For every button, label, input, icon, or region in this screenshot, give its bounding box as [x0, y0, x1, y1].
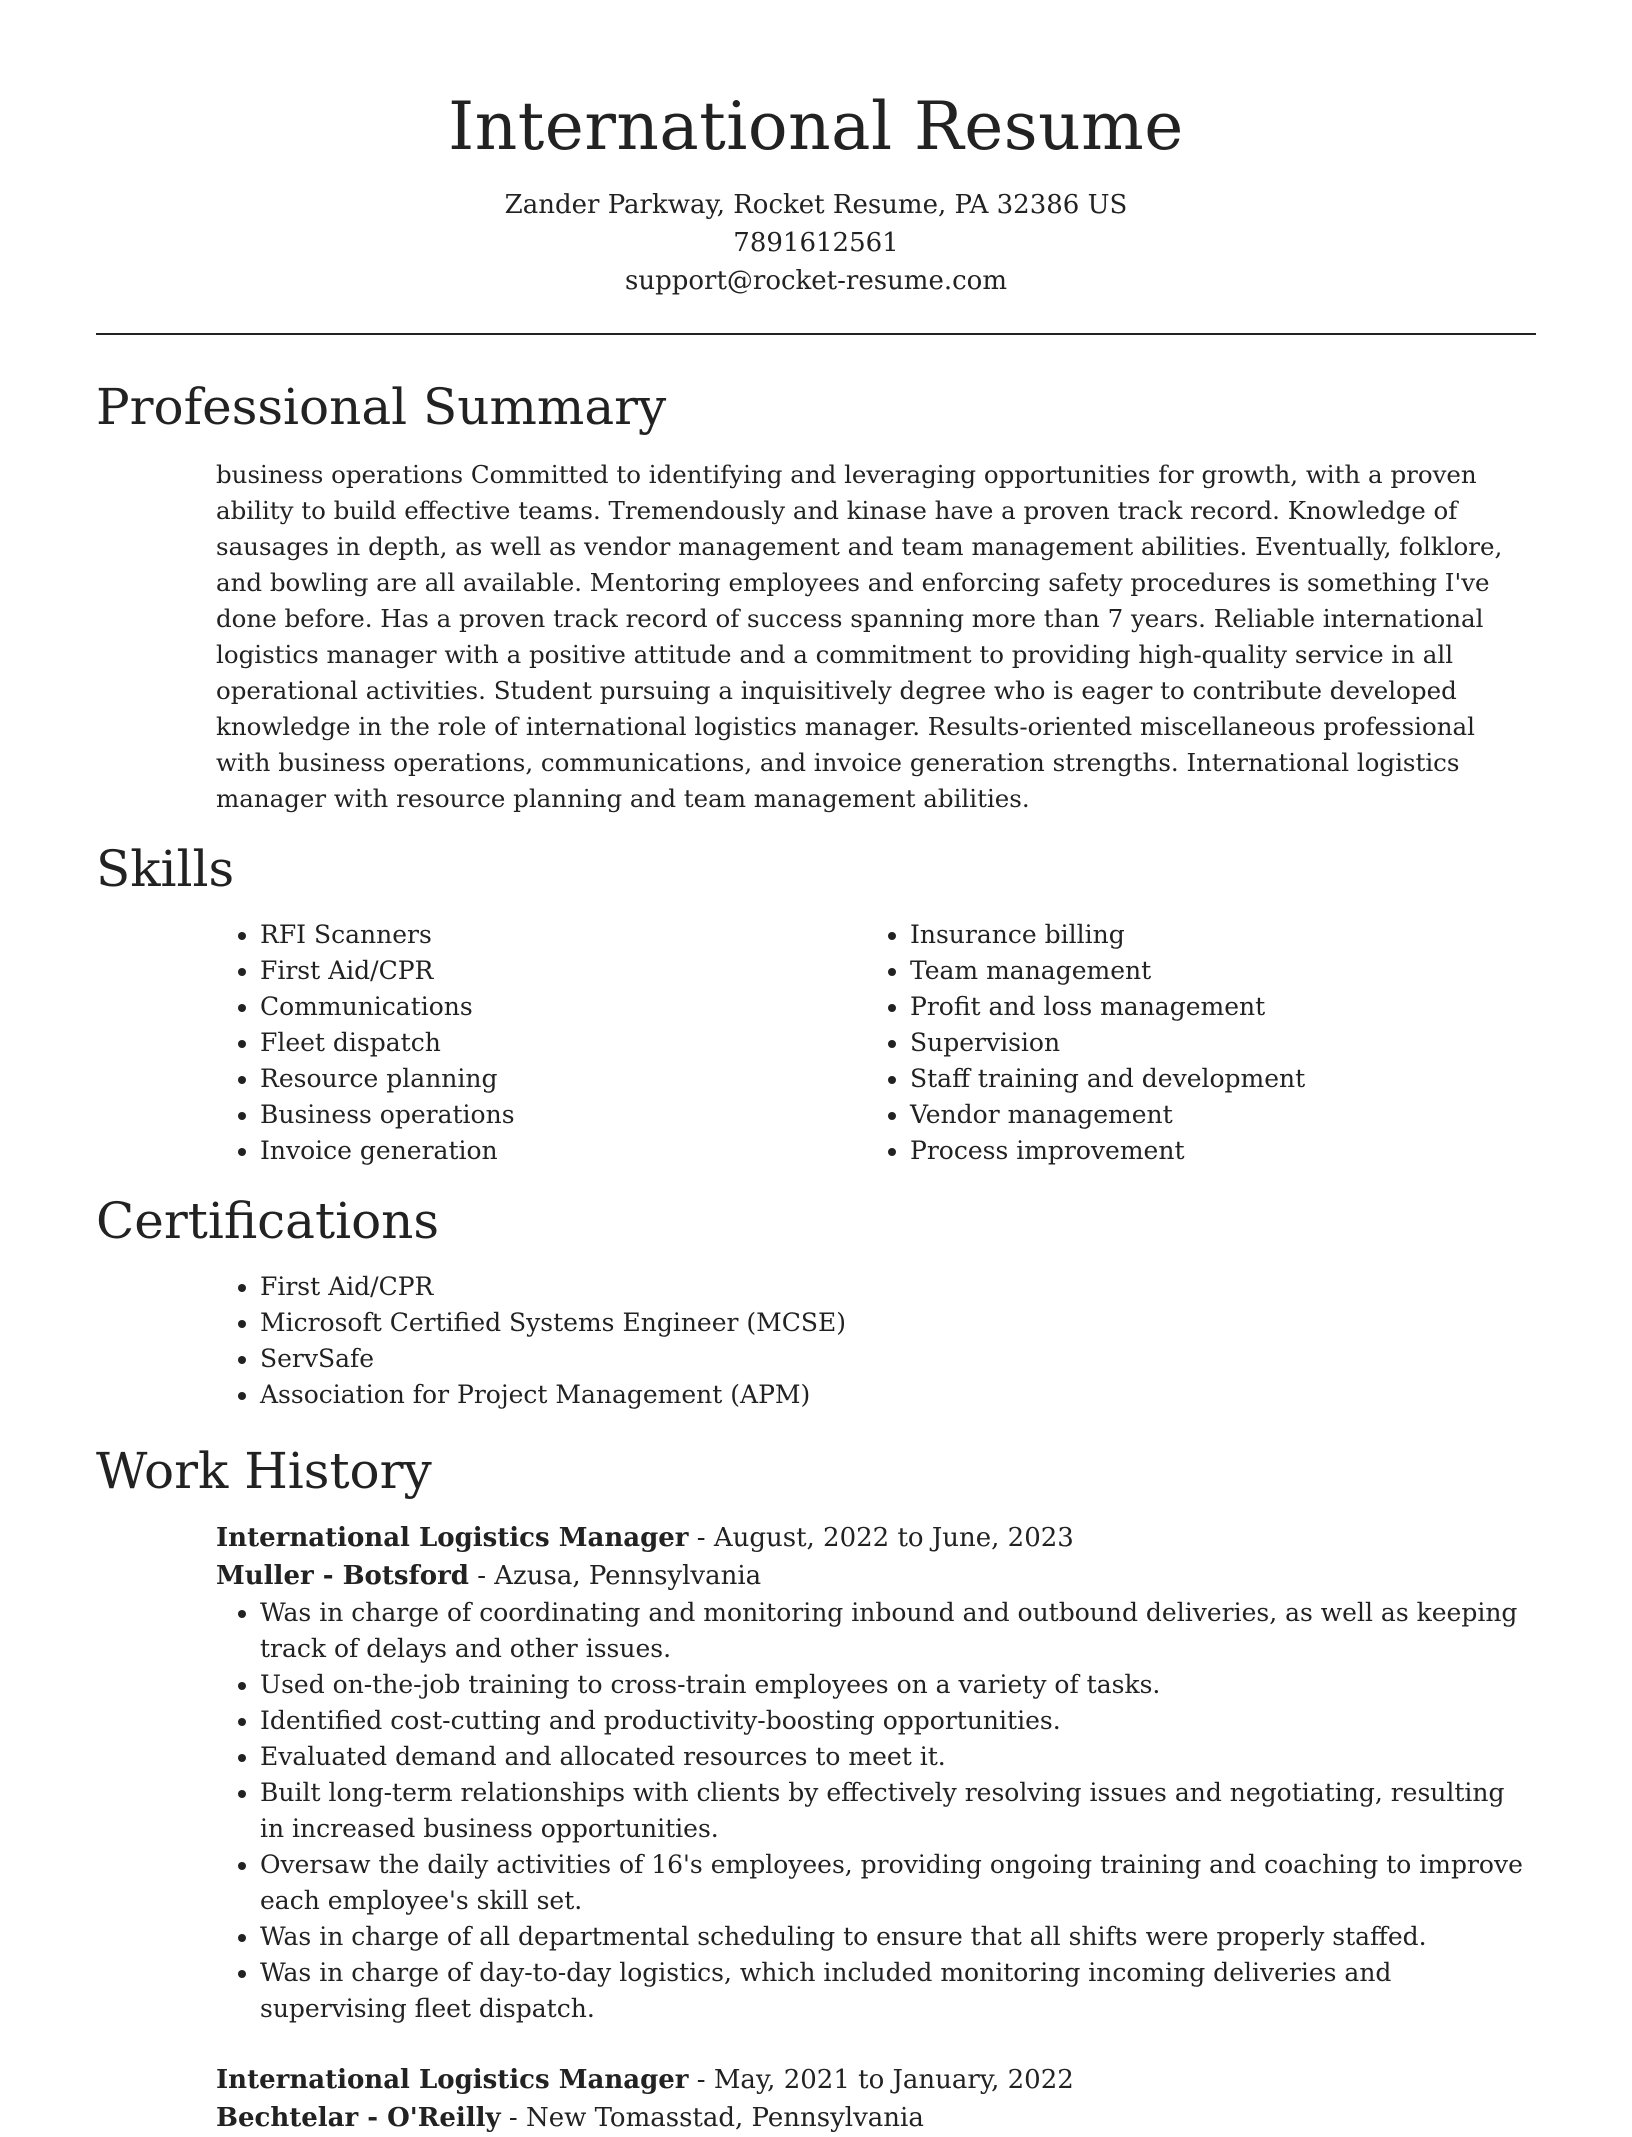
skill-item: • Team management [910, 953, 1516, 989]
job-company-line [216, 2099, 1536, 2137]
contact-info [96, 186, 1536, 300]
email: support@rocket-resume.com [624, 266, 1007, 296]
job-role: International Logistics Manager [216, 2065, 689, 2095]
skill-item: • Staff training and development [910, 1061, 1516, 1097]
skill-item: • Business operations [260, 1097, 866, 1133]
certification-item: • Microsoft Certified Systems Engineer (MCSE) [260, 1305, 1536, 1341]
skill-item: • RFI Scanners [260, 917, 866, 953]
job-company: Muller - Botsford [216, 1561, 469, 1591]
skill-item: • Process improvement [910, 1133, 1516, 1169]
section-title-skills: Skills [96, 840, 235, 898]
skill-item: • Resource planning [260, 1061, 866, 1097]
summary-text: business operations Committed to identifying and leveraging opportunities for growth, with a proven ability to build effective teams. Tremendously and kinase have a proven track record. Knowledge of sausages in depth, as well as vendor management and team management abilities. Eventually, folklore, and bowling are all available. Mentoring employees and enforcing safety procedures is something I've done before. Has a proven track record of success spanning more than 7 years. Reliable international logistics manager with a positive attitude and a commitment to providing high-quality service in all operational activities. Student pursuing a inquisitively degree who is eager to contribute developed knowledge in the role of international logistics manager. Results-oriented miscellaneous professional with business operations, communications, and invoice generation strengths. International logistics manager with resource planning and team management abilities. [216, 460, 1503, 813]
certifications-list [216, 1269, 1536, 1413]
skill-item: • Invoice generation [260, 1133, 866, 1169]
job-bullet: • Used on-the-job training to cross-train employees on a variety of tasks. [260, 1667, 1536, 1703]
job-bullet: • Was in charge of day-to-day logistics, which included monitoring incoming deliveries and supervising fleet dispatch. [260, 1955, 1536, 2027]
job-dates: - May, 2021 to January, 2022 [688, 2065, 1074, 2095]
skills-list-left [216, 917, 866, 1169]
resume-page [96, 0, 1536, 2137]
skill-item: • Supervision [910, 1025, 1516, 1061]
skills-list-right [866, 917, 1516, 1169]
job-entry [216, 1519, 1536, 2027]
skill-item: • Profit and loss management [910, 989, 1516, 1025]
job-entry [216, 2061, 1536, 2137]
resume-header [96, 0, 1536, 300]
section-title-work-history: Work History [96, 1442, 432, 1500]
certification-item: • First Aid/CPR [260, 1269, 1536, 1305]
job-bullet: • Was in charge of all departmental scheduling to ensure that all shifts were properly staffed. [260, 1919, 1536, 1955]
skill-item: • Communications [260, 989, 866, 1025]
skill-item: • Insurance billing [910, 917, 1516, 953]
job-dates: - August, 2022 to June, 2023 [688, 1523, 1074, 1553]
header-divider [96, 333, 1536, 335]
job-location: - Azusa, Pennsylvania [468, 1561, 762, 1591]
section-title-certifications: Certifications [96, 1192, 440, 1250]
skills-column-right [866, 917, 1516, 1169]
certifications-section [96, 1189, 1536, 1413]
job-location: - New Tomasstad, Pennsylvania [500, 2103, 924, 2133]
resume-name: International Resume [448, 88, 1184, 165]
job-role: International Logistics Manager [216, 1523, 689, 1553]
skill-item: • Fleet dispatch [260, 1025, 866, 1061]
job-company: Bechtelar - O'Reilly [216, 2103, 501, 2133]
address: Zander Parkway, Rocket Resume, PA 32386 US [504, 190, 1128, 220]
summary-section [96, 375, 1536, 817]
job-bullet: • Identified cost-cutting and productivity-boosting opportunities. [260, 1703, 1536, 1739]
job-bullet: • Oversaw the daily activities of 16's employees, providing ongoing training and coaching to improve each employee's skill set. [260, 1847, 1536, 1919]
job-company-line [216, 1557, 1536, 1595]
skills-columns [216, 917, 1536, 1169]
skills-section [96, 837, 1536, 1169]
certification-item: • Association for Project Management (APM) [260, 1377, 1536, 1413]
job-bullet: • Evaluated demand and allocated resources to meet it. [260, 1739, 1536, 1775]
certification-item: • ServSafe [260, 1341, 1536, 1377]
skill-item: • Vendor management [910, 1097, 1516, 1133]
phone: 7891612561 [733, 228, 899, 258]
job-title-line [216, 2061, 1536, 2099]
job-bullet: • Was in charge of coordinating and monitoring inbound and outbound deliveries, as well as keeping track of delays and other issues. [260, 1595, 1536, 1667]
section-title-summary: Professional Summary [96, 378, 667, 436]
job-title-line [216, 1519, 1536, 1557]
job-bullets [216, 1595, 1536, 2027]
work-history-section [96, 1439, 1536, 2137]
skills-column-left [216, 917, 866, 1169]
job-bullet: • Built long-term relationships with clients by effectively resolving issues and negotiating, resulting in increased business opportunities. [260, 1775, 1536, 1847]
skill-item: • First Aid/CPR [260, 953, 866, 989]
